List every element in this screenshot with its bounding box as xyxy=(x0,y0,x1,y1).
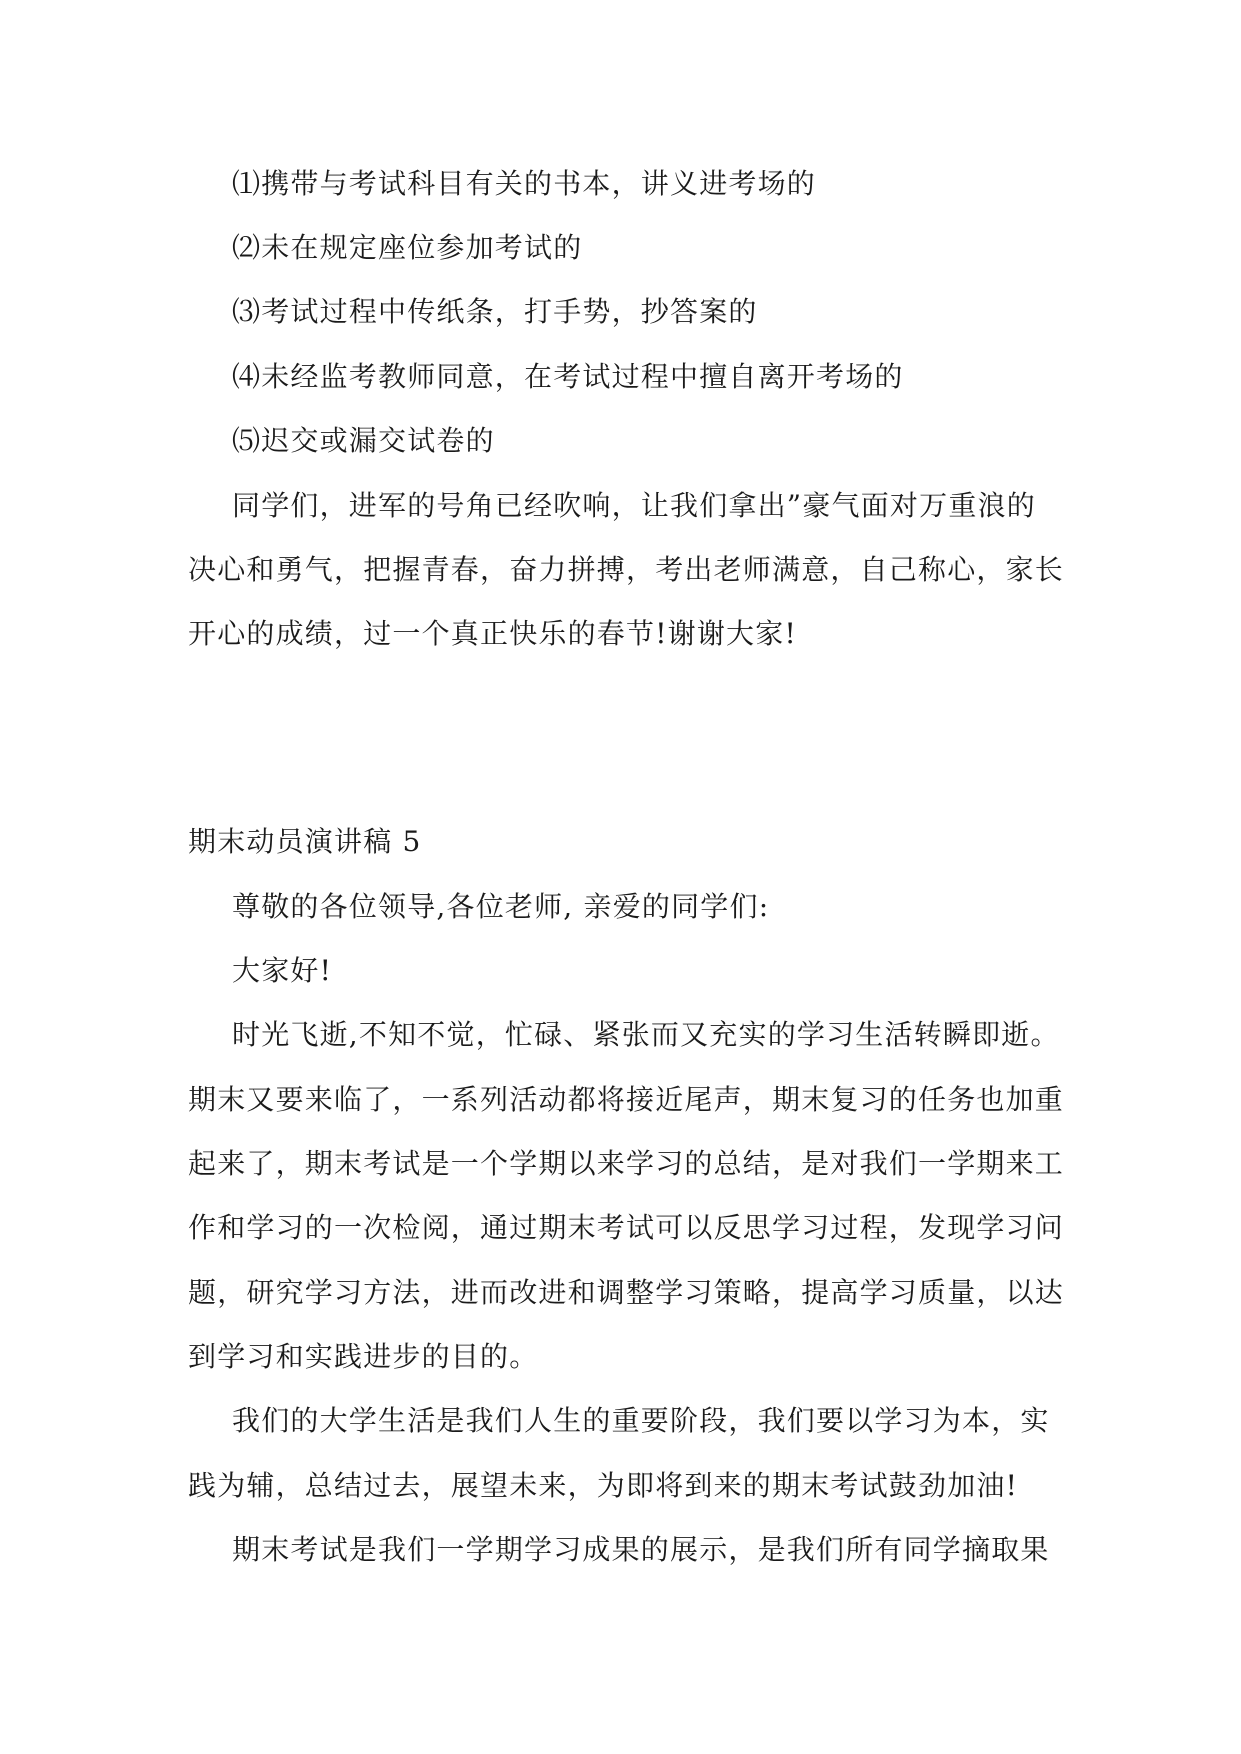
closing-paragraph-line-2: 决心和勇气，把握青春，奋力拼搏，考出老师满意，自己称心，家长 xyxy=(188,553,1065,586)
list-item-1: ⑴携带与考试科目有关的书本，讲义进考场的 xyxy=(232,167,817,200)
paragraph1-line-2: 期末又要来临了，一系列活动都将接近尾声，期末复习的任务也加重 xyxy=(188,1083,1065,1116)
paragraph1-line-4: 作和学习的一次检阅，通过期末考试可以反思学习过程，发现学习问 xyxy=(188,1211,1065,1244)
paragraph2-line-1: 我们的大学生活是我们人生的重要阶段，我们要以学习为本，实 xyxy=(232,1404,1050,1437)
list-item-2: ⑵未在规定座位参加考试的 xyxy=(232,231,583,264)
greeting: 大家好! xyxy=(232,954,333,987)
paragraph3-line-1: 期末考试是我们一学期学习成果的展示，是我们所有同学摘取果 xyxy=(232,1533,1050,1566)
list-item-5: ⑸迟交或漏交试卷的 xyxy=(232,424,495,457)
paragraph1-line-5: 题，研究学习方法，进而改进和调整学习策略，提高学习质量，以达 xyxy=(188,1276,1065,1309)
list-item-4: ⑷未经监考教师同意，在考试过程中擅自离开考场的 xyxy=(232,360,904,393)
paragraph1-line-1: 时光飞逝,不知不觉，忙碌、紧张而又充实的学习生活转瞬即逝。 xyxy=(232,1018,1060,1051)
closing-paragraph-line-3: 开心的成绩，过一个真正快乐的春节!谢谢大家! xyxy=(188,617,797,650)
salutation: 尊敬的各位领导,各位老师, 亲爱的同学们: xyxy=(232,890,770,923)
paragraph1-line-6: 到学习和实践进步的目的。 xyxy=(188,1340,539,1373)
list-item-3: ⑶考试过程中传纸条，打手势，抄答案的 xyxy=(232,295,758,328)
closing-paragraph-line-1: 同学们，进军的号角已经吹响，让我们拿出”豪气面对万重浪的 xyxy=(232,489,1036,522)
paragraph1-line-3: 起来了，期末考试是一个学期以来学习的总结，是对我们一学期来工 xyxy=(188,1147,1065,1180)
section-title: 期末动员演讲稿 5 xyxy=(188,825,422,858)
paragraph2-line-2: 践为辅，总结过去，展望未来，为即将到来的期末考试鼓劲加油! xyxy=(188,1469,1019,1502)
